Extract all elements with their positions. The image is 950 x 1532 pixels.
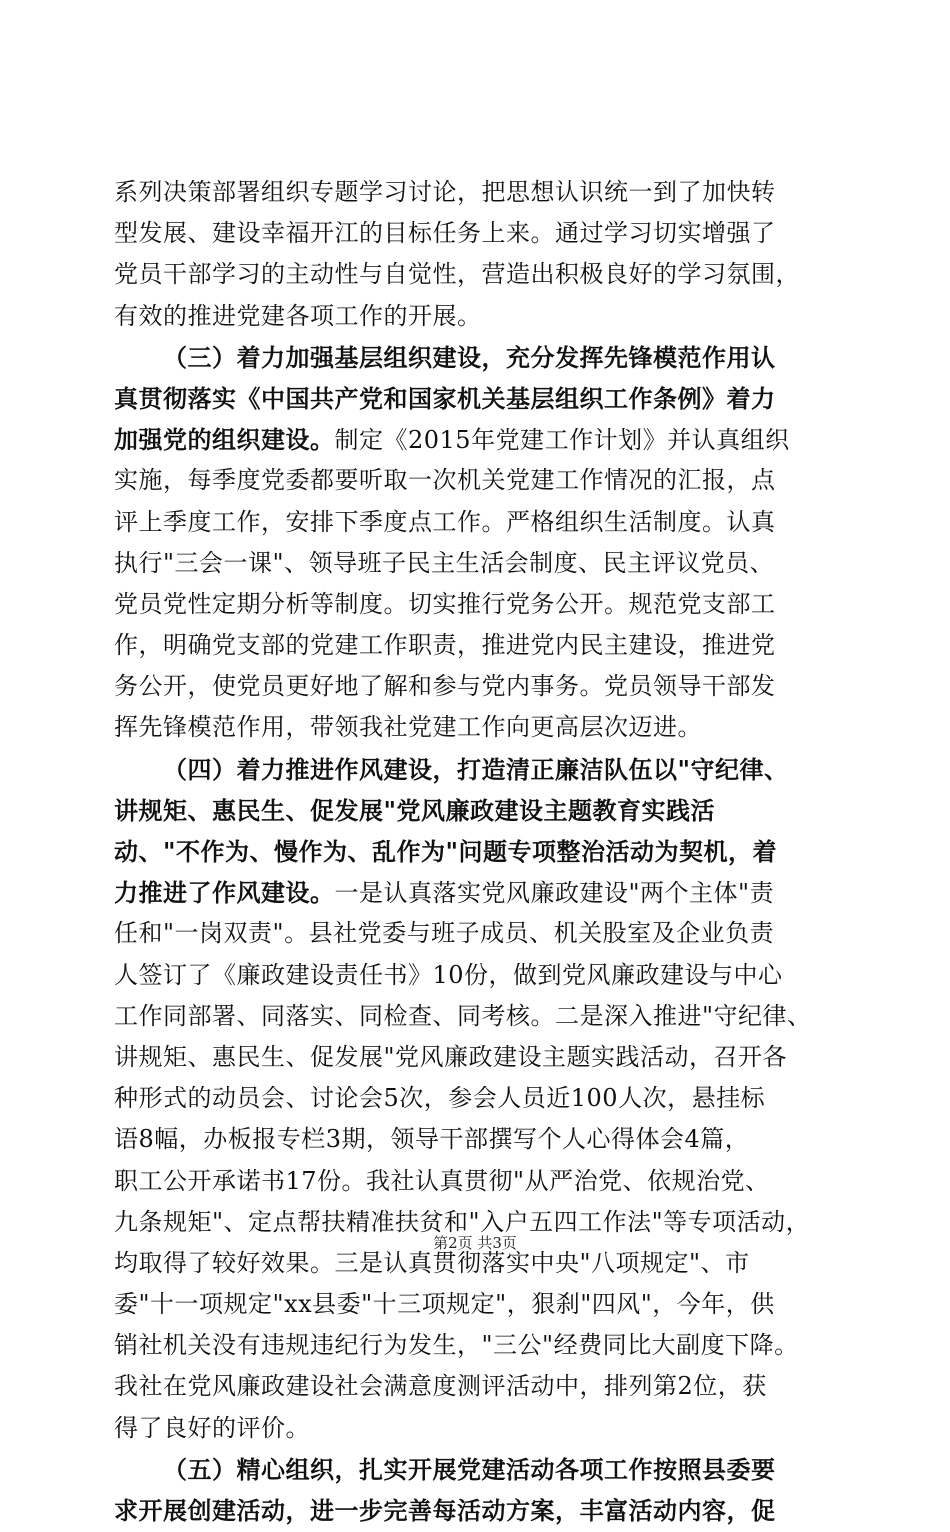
text-line [114, 1408, 844, 1449]
text-segment: 职工公开承诺书17份。我社认真贯彻"从严治党、依规治党、 [114, 1166, 770, 1195]
text-segment: 人签订了《廉政建设责任书》10份，做到党风廉政建设与中心 [114, 960, 783, 989]
text-line [114, 213, 844, 254]
text-line [114, 296, 844, 337]
text-segment: 任和"一岗双责"。县社党委与班子成员、机关股室及企业负责 [114, 919, 775, 948]
text-line [114, 172, 844, 213]
text-segment: 委"十一项规定"xx县委"十三项规定"，狠刹"四风"，今年，供 [114, 1290, 775, 1319]
text-line [114, 1449, 844, 1490]
bold-text-segment: （四）着力推进作风建设，打造清正廉洁队伍以"守纪律、 [163, 754, 789, 784]
bold-text-segment: （五）精心组织，扎实开展党建活动各项工作按照县委要 [163, 1454, 776, 1484]
bold-text-segment: （三）着力加强基层组织建设，充分发挥先锋模范作用认 [163, 342, 776, 372]
text-line [114, 955, 844, 996]
text-line [114, 1284, 844, 1325]
text-segment: 务公开，使党员更好地了解和参与党内事务。党员领导干部发 [114, 672, 776, 701]
text-segment: 作，明确党支部的党建工作职责，推进党内民主建设，推进党 [114, 631, 776, 660]
text-line [114, 996, 844, 1037]
text-line [114, 1119, 844, 1160]
text-line [114, 460, 844, 501]
text-segment: 销社机关没有违规违纪行为发生，"三公"经费同比大副度下降。 [114, 1331, 799, 1360]
text-segment: 党员党性定期分析等制度。切实推行党务公开。规范党支部工 [114, 589, 776, 618]
document-body [114, 172, 844, 1531]
text-line [114, 913, 844, 954]
text-line [114, 1366, 844, 1407]
text-line [114, 1078, 844, 1119]
text-segment: 得了良好的评价。 [114, 1413, 310, 1442]
text-segment: 九条规矩"、定点帮扶精准扶贫和"入户五四工作法"等专项活动， [114, 1207, 811, 1236]
text-line [114, 707, 844, 748]
text-segment: 种形式的动员会、讨论会5次，参会人员近100人次，悬挂标 [114, 1084, 766, 1113]
text-line [114, 1161, 844, 1202]
text-segment: 语8幅，办板报专栏3期，领导干部撰写个人心得体会4篇， [114, 1125, 750, 1154]
bold-text-segment: 真贯彻落实《中国共产党和国家机关基层组织工作条例》着力 [114, 383, 776, 413]
text-segment: 评上季度工作，安排下季度点工作。严格组织生活制度。认真 [114, 507, 776, 536]
text-segment: 党员干部学习的主动性与自觉性，营造出积极良好的学习氛围， [114, 260, 800, 289]
text-line [114, 1325, 844, 1366]
bold-text-segment: 求开展创建活动，进一步完善每活动方案，丰富活动内容，促 [114, 1496, 776, 1525]
bold-text-segment: 力推进了作风建设。 [114, 878, 335, 908]
text-segment: 执行"三会一课"、领导班子民主生活会制度、民主评议党员、 [114, 548, 775, 577]
text-line [114, 1037, 844, 1078]
text-segment: 挥先锋模范作用，带领我社党建工作向更高层次迈进。 [114, 713, 702, 742]
text-line [114, 872, 844, 913]
text-segment: 工作同部署、同落实、同检查、同考核。二是深入推进"守纪律、 [114, 1001, 812, 1030]
text-line [114, 666, 844, 707]
text-line [114, 1490, 844, 1531]
bold-text-segment: 动、"不作为、慢作为、乱作为"问题专项整治活动为契机，着 [114, 837, 778, 866]
bold-text-segment: 讲规矩、惠民生、促发展"党风廉政建设主题教育实践活 [114, 795, 716, 825]
bold-text-segment: 加强党的组织建设。 [114, 425, 335, 455]
text-segment: 型发展、建设幸福开江的目标任务上来。通过学习切实增强了 [114, 219, 776, 248]
text-line [114, 584, 844, 625]
text-line [114, 502, 844, 543]
text-line [114, 337, 844, 378]
text-line [114, 254, 844, 295]
text-segment: 一是认真落实党风廉政建设"两个主体"责 [334, 879, 775, 908]
text-line [114, 378, 844, 419]
text-segment: 我社在党风廉政建设社会满意度测评活动中，排列第2位，获 [114, 1372, 767, 1401]
text-segment: 制定《2015年党建工作计划》并认真组织 [334, 426, 790, 455]
text-line [114, 419, 844, 460]
text-line [114, 625, 844, 666]
page-footer: 第2页 共3页 [433, 1234, 517, 1252]
text-segment: 均取得了较好效果。三是认真贯彻落实中央"八项规定"、市 [114, 1248, 750, 1277]
text-line [114, 831, 844, 872]
text-segment: 系列决策部署组织专题学习讨论，把思想认识统一到了加快转 [114, 178, 776, 206]
text-segment: 有效的推进党建各项工作的开展。 [114, 301, 482, 330]
text-line [114, 543, 844, 584]
text-segment: 实施，每季度党委都要听取一次机关党建工作情况的汇报，点 [114, 466, 776, 495]
text-segment: 讲规矩、惠民生、促发展"党风廉政建设主题实践活动，召开各 [114, 1042, 788, 1071]
text-line [114, 790, 844, 831]
text-line [114, 749, 844, 790]
